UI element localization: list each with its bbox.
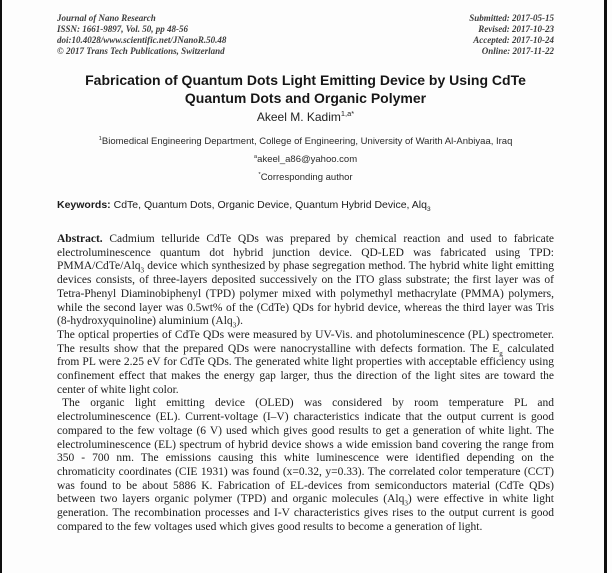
- author-line: [57, 110, 554, 125]
- journal-info-block: [57, 13, 226, 57]
- email-text: akeel_a86@yahoo.com: [257, 154, 358, 165]
- author-name: Akeel M. Kadim: [256, 110, 341, 124]
- online-date: Online: 2017-11-22: [481, 46, 554, 56]
- abstract-section: [57, 233, 554, 534]
- journal-doi-line: doi:10.4028/www.scientific.net/JNanoR.50.48: [57, 35, 227, 45]
- abstract-paragraph-3: The organic light emitting device (OLED) was considered by room temperature PL and electroluminescence (EL). Current-voltage (I–V) characteristics indicate that the output current is good compared to the few voltage (6 V) used which gives good results to get a generation of white light. The electroluminescence (EL) spectrum of hybrid device shows a wide emission band covering the range from 350 - 700 nm. The emissions causing this white luminescence were identified depending on the chromaticity coordinates (CIE 1931) was found (x=0.32, y=0.33). The correlated color temperature (CCT) was found to be about 5886 K. Fabrication of EL-devices from semiconductors material (CdTe QDs) between two layers organic polymer (TPD) and organic molecules (Alq$_3$) were effective in white light generation. The recombination processes and I-V characteristics gives rises to the output current is good compared to the few voltages used which gives good results to become a generation of light.: [57, 397, 554, 533]
- accepted-date: Accepted: 2017-10-24: [473, 35, 554, 45]
- affiliation-text: Biomedical Engineering Department, College of Engineering, University of Warith Al-Anbiyaa, Iraq: [101, 136, 513, 147]
- corresponding-text: Corresponding author: [260, 172, 353, 183]
- journal-issn-line: ISSN: 1661-9897, Vol. 50, pp 48-56: [57, 24, 189, 34]
- keywords-label: Keywords:: [57, 199, 111, 211]
- email-superscript: a: [253, 153, 258, 160]
- page-edge-left: [0, 0, 2, 573]
- submitted-date: Submitted: 2017-05-15: [469, 13, 554, 23]
- keywords-line: [57, 199, 554, 212]
- journal-name: Journal of Nano Research: [57, 13, 156, 23]
- affiliation-line: [57, 135, 554, 148]
- revised-date: Revised: 2017-10-23: [478, 24, 554, 34]
- paper-title: Fabrication of Quantum Dots Light Emitting Device by Using CdTe Quantum Dots and Organic Polymer: [85, 72, 526, 106]
- page-content: [57, 13, 554, 534]
- abstract-paragraph-1: Abstract. Cadmium telluride CdTe QDs was prepared by chemical reaction and used to fabricate electroluminescence quantum dot hybrid junction device. QD-LED was fabricated using TPD: PMMA/CdTe/Alq$_3$ device which synthesized by phase segregation method. The hybrid white light emitting devices consists, of three-layers deposited successively on the ITO glass substrate; the first layer was of Tetra-Phenyl Diaminobiphenyl (TPD) polymer mixed with polymethyl methacrylate (PMMA) polymers, while the second layer was 0.5wt% of the (CdTe) QDs for hybrid device, whereas the third layer was Tris (8-hydroxyquinoline) aluminium (Alq$_3$).: [57, 233, 554, 330]
- affiliation-superscript: 1: [98, 135, 102, 142]
- corresponding-superscript: *: [258, 171, 261, 178]
- journal-header: [57, 13, 554, 57]
- email-line: [57, 153, 554, 166]
- submission-dates-block: [469, 13, 554, 57]
- page-edge-right: [604, 0, 607, 573]
- author-superscript: 1,a*: [340, 109, 355, 118]
- keywords-text: CdTe, Quantum Dots, Organic Device, Quantum Hybrid Device, Alq$_3$: [110, 199, 431, 214]
- corresponding-author-line: [57, 171, 554, 184]
- abstract-paragraph-2: The optical properties of CdTe QDs were measured by UV-Vis. and photoluminescence (PL) spectrometer. The results show that the prepared QDs were nanocrystalline with defects formation. The $E_g$ calculated from PL were 2.25 eV for CdTe QDs. The generated white light properties with acceptable efficiency using confinement effect that makes the energy gap larger, thus the direction of the light sites are toward the center of white light color.: [57, 328, 555, 396]
- journal-copyright-line: © 2017 Trans Tech Publications, Switzerland: [57, 46, 225, 56]
